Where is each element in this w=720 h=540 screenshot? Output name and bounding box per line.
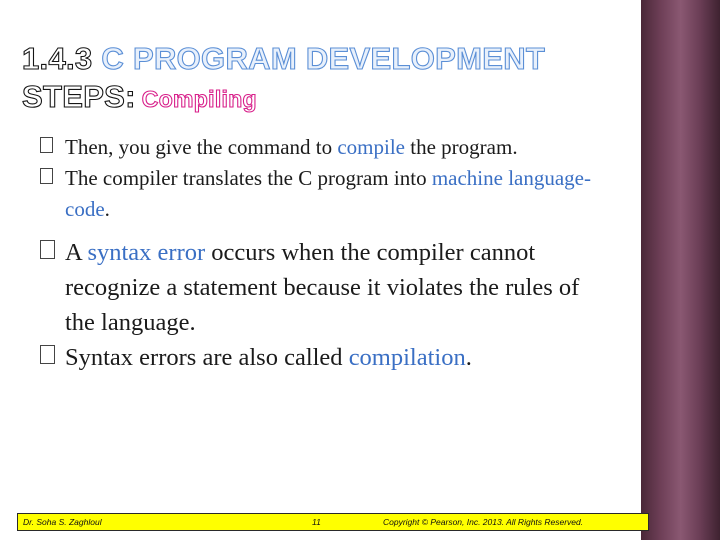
title-heading: C PROGRAM DEVELOPMENT (101, 41, 546, 76)
footer-page-number: 11 (312, 517, 321, 527)
footer-copyright: Copyright © Pearson, Inc. 2013. All Rights Reserved. (383, 517, 584, 527)
bullet-text: . (104, 197, 110, 221)
bullet-text: A (65, 239, 88, 266)
bullet-text: The compiler translates the C program into (65, 166, 432, 190)
bullet-text: Then, you give the command to (65, 135, 338, 159)
title-line-1 (22, 40, 622, 78)
decorative-side-band (641, 0, 720, 540)
bullet-highlight: compile (337, 135, 406, 159)
bullet-text: . (465, 344, 472, 371)
bullet-item (40, 132, 600, 163)
footer-author: Dr. Soha S. Zaghloul (23, 517, 102, 527)
bullet-highlight: syntax error (87, 239, 206, 266)
title-section-number: 1.4.3 (22, 41, 93, 76)
bullet-text: occurs when the compiler cannot recognize a statement because it violates the rules of the language. (65, 239, 580, 336)
bullet-item (40, 163, 600, 225)
title-steps: STEPS: (22, 79, 136, 114)
slide-title (22, 40, 622, 118)
checkbox-bullet-icon (40, 137, 53, 153)
checkbox-bullet-icon (40, 240, 55, 259)
bullet-text: Syntax errors are also called (65, 344, 349, 371)
slide-subtitle: Compiling (141, 86, 257, 112)
checkbox-bullet-icon (40, 345, 55, 364)
bullet-item (40, 235, 600, 340)
title-line-2 (22, 78, 622, 118)
bullet-item (40, 340, 600, 375)
slide-footer (17, 513, 649, 531)
bullet-text: the program. (405, 135, 518, 159)
bullet-highlight: machine language-code (65, 166, 591, 221)
bullet-list (40, 132, 600, 375)
bullet-highlight: compilation (348, 344, 466, 371)
checkbox-bullet-icon (40, 168, 53, 184)
